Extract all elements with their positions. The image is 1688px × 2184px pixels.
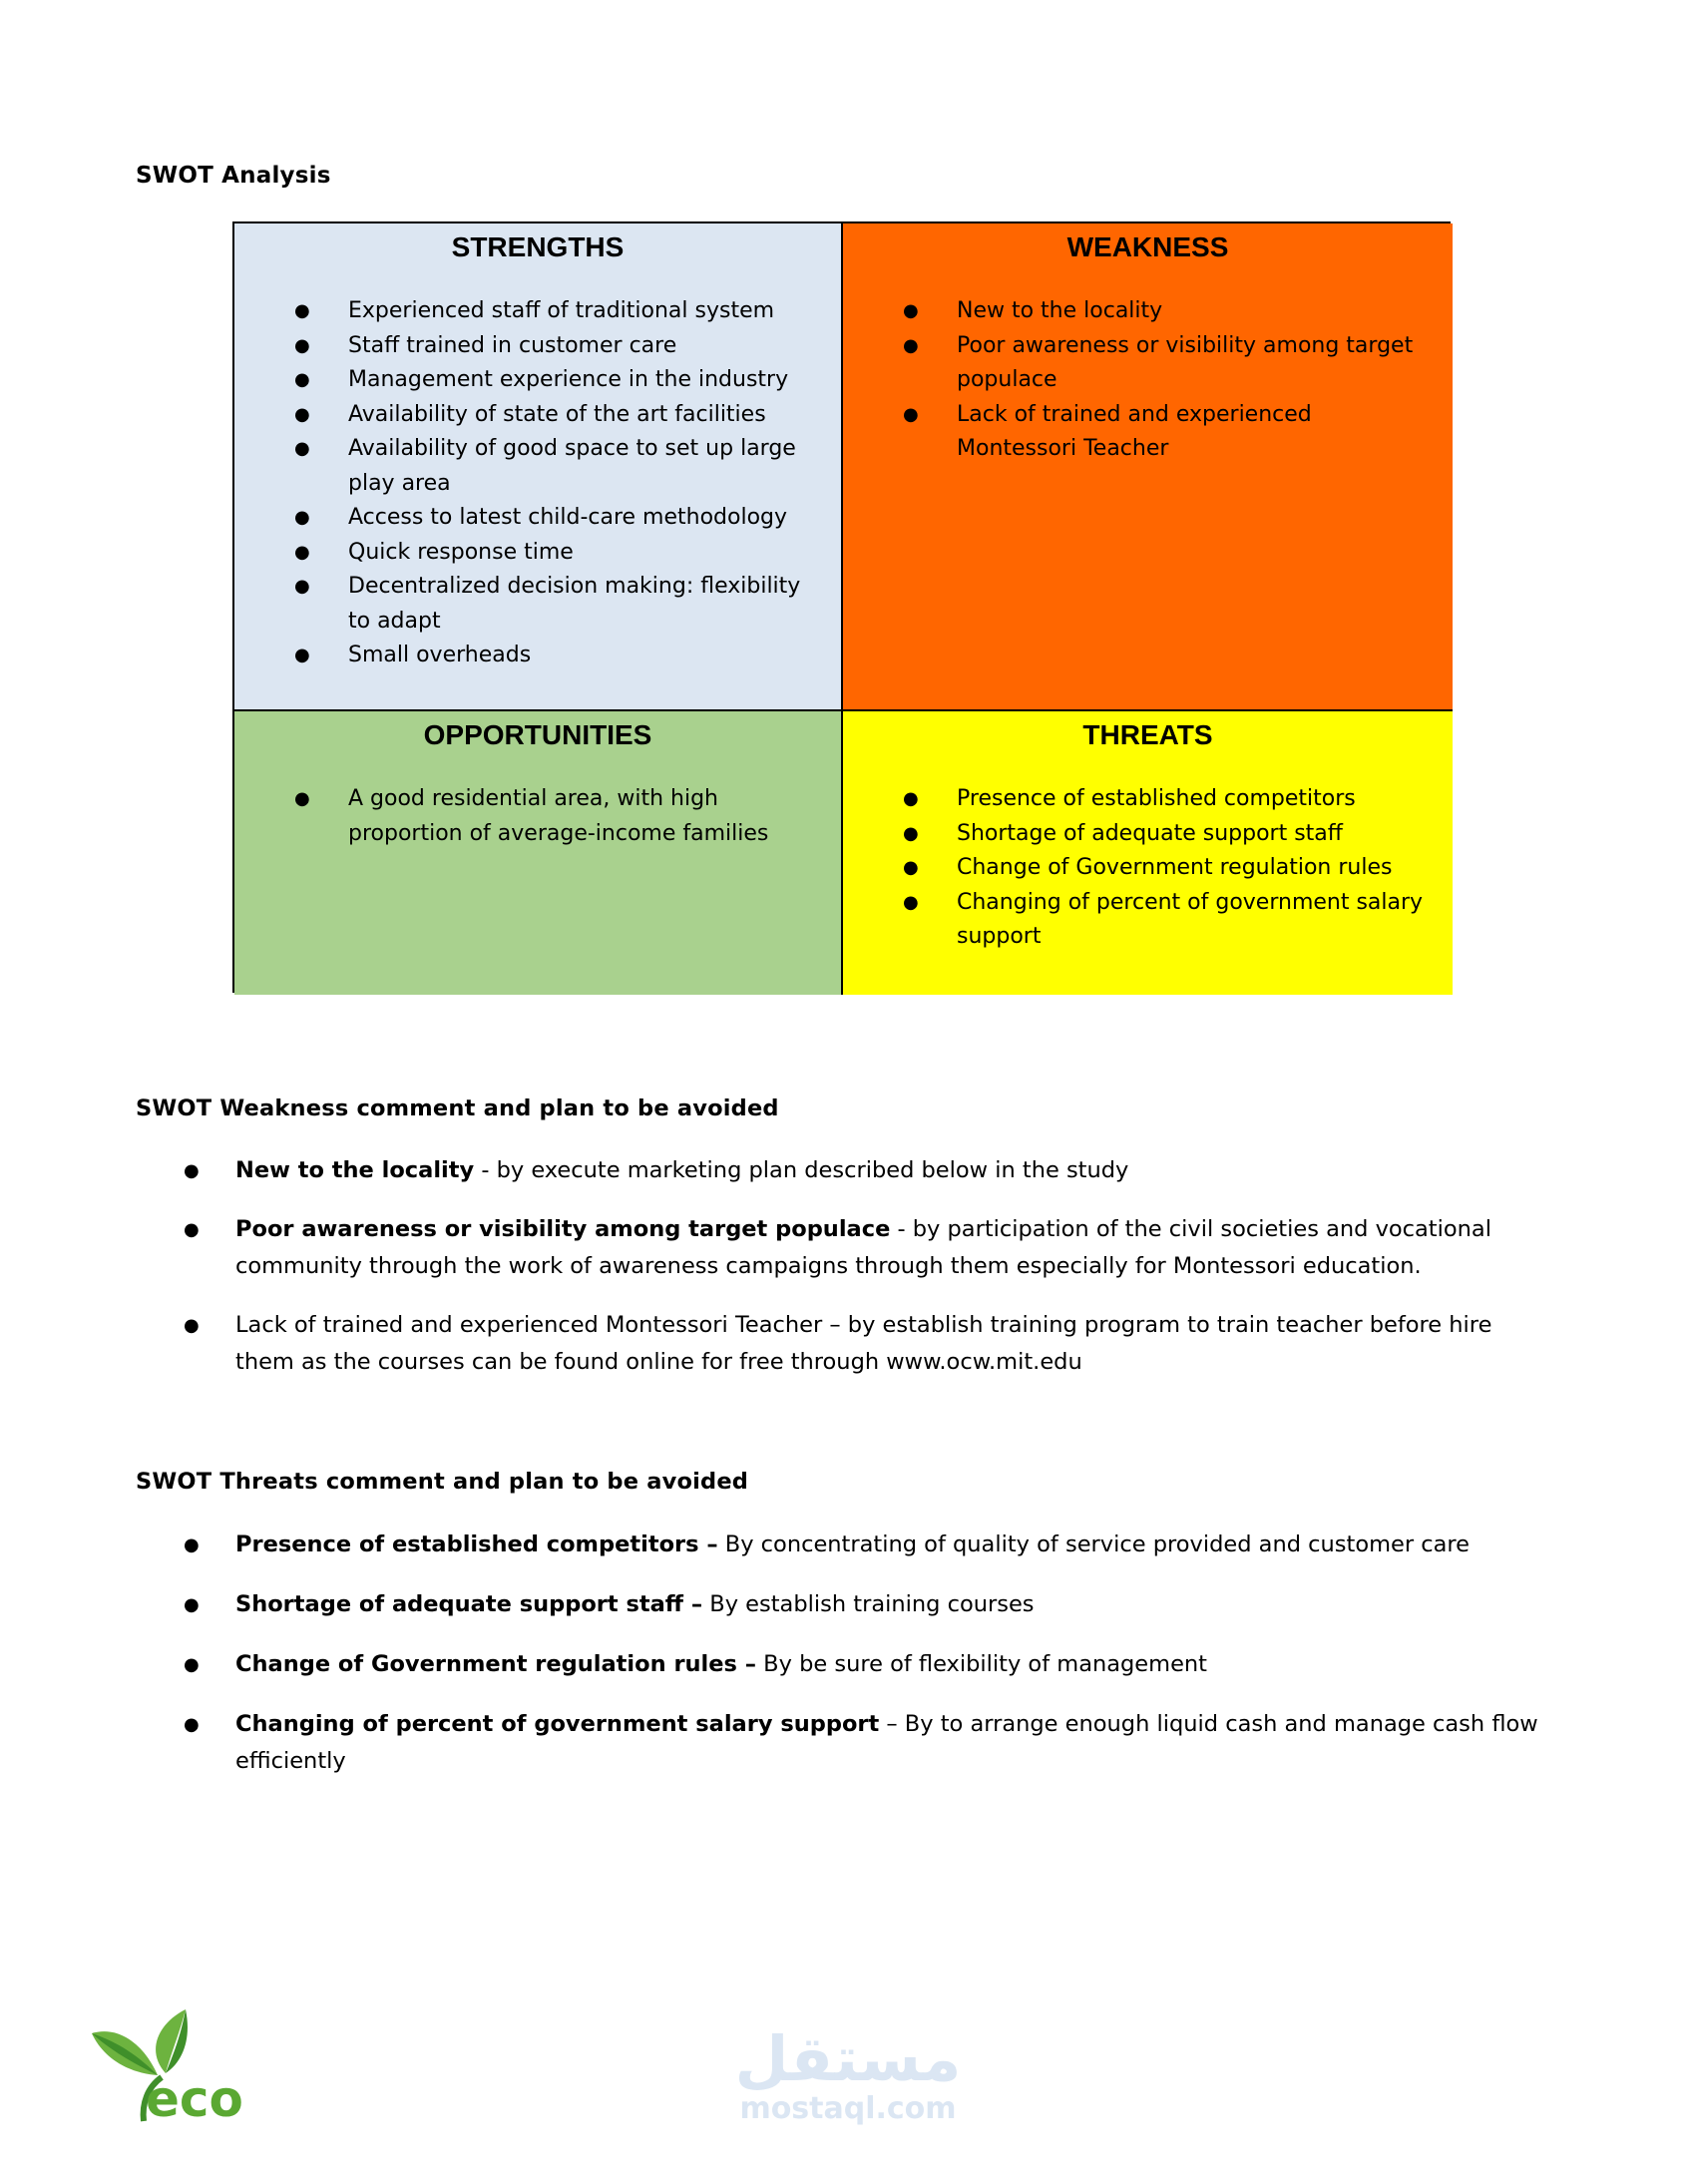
list-item-text: Presence of established competitors <box>957 786 1356 811</box>
list-item-text: Shortage of adequate support staff <box>957 820 1343 846</box>
list-item <box>234 570 841 639</box>
bullet-icon: ● <box>294 403 310 425</box>
list-item-text: Management experience in the industry <box>348 367 789 392</box>
list-item <box>843 329 1453 398</box>
plan-item-text: By be sure of flexibility of management <box>756 1651 1207 1677</box>
list-item-text: Poor awareness or visibility among target populace <box>957 332 1414 392</box>
bullet-icon: ● <box>903 403 919 425</box>
list-item-text: Quick response time <box>348 539 574 565</box>
plan-item-text: By concentrating of quality of service provided and customer care <box>717 1531 1471 1557</box>
plan-item-lead: Changing of percent of government salary support <box>235 1711 880 1737</box>
strengths-list <box>234 294 841 673</box>
bullet-icon: ● <box>294 300 310 321</box>
plan-item <box>0 1646 1552 1683</box>
list-item <box>234 536 841 571</box>
bullet-icon: ● <box>184 1315 200 1336</box>
list-item <box>234 329 841 364</box>
bullet-icon: ● <box>294 369 310 390</box>
list-item <box>234 432 841 501</box>
weakness-list <box>843 294 1453 467</box>
list-item-text: Small overheads <box>348 643 532 667</box>
list-item-text: New to the locality <box>957 298 1163 323</box>
plan-item <box>0 1152 1552 1189</box>
list-item-text: Lack of trained and experienced Montessori Teacher <box>957 401 1312 461</box>
list-item-text: Staff trained in customer care <box>348 332 677 358</box>
leaf-logo-icon <box>88 2003 257 2133</box>
list-item <box>234 398 841 433</box>
plan-item-text: - by execute marketing plan described below in the study <box>474 1157 1129 1183</box>
bullet-icon: ● <box>903 891 919 913</box>
bullet-icon: ● <box>294 576 310 597</box>
plan-item <box>0 1211 1552 1285</box>
list-item <box>843 817 1453 852</box>
plan-item-lead: Change of Government regulation rules – <box>235 1651 757 1677</box>
mostaql-watermark <box>728 2022 968 2126</box>
weakness-plan-heading: SWOT Weakness comment and plan to be avoided <box>136 1095 779 1121</box>
bullet-icon: ● <box>184 1654 200 1675</box>
list-item <box>843 398 1453 467</box>
plan-item <box>0 1706 1552 1780</box>
bullet-icon: ● <box>903 300 919 321</box>
watermark-arabic: مستقل <box>734 2022 962 2095</box>
bullet-icon: ● <box>903 334 919 356</box>
plan-item-lead: Presence of established competitors – <box>235 1531 718 1557</box>
bullet-icon: ● <box>294 788 310 809</box>
list-item-text: Availability of state of the art facilities <box>348 401 766 427</box>
plan-item-lead: Poor awareness or visibility among target populace <box>235 1216 891 1242</box>
strengths-title: STRENGTHS <box>451 231 625 262</box>
bullet-icon: ● <box>294 645 310 665</box>
plan-item-lead: Shortage of adequate support staff – <box>235 1591 703 1617</box>
eco-logo <box>88 2003 257 2133</box>
weakness-plan-list <box>0 1152 1552 1381</box>
bullet-icon: ● <box>184 1594 200 1615</box>
bullet-icon: ● <box>184 1219 200 1240</box>
logo-text: eco <box>146 2070 243 2128</box>
plan-item-lead: New to the locality <box>235 1157 475 1183</box>
list-item <box>234 363 841 398</box>
list-item-text: Change of Government regulation rules <box>957 855 1393 880</box>
bullet-icon: ● <box>184 1534 200 1555</box>
bullet-icon: ● <box>903 857 919 878</box>
bullet-icon: ● <box>294 334 310 356</box>
list-item <box>843 782 1453 817</box>
bullet-icon: ● <box>903 788 919 809</box>
plan-item-text: – By to arrange enough liquid cash and manage cash flow efficiently <box>235 1711 1538 1774</box>
list-item-text: A good residential area, with high proportion of average-income families <box>348 786 769 846</box>
threats-plan-list <box>0 1527 1552 1780</box>
bullet-icon: ● <box>294 541 310 563</box>
swot-table <box>232 221 1451 993</box>
bullet-icon: ● <box>903 822 919 844</box>
list-item <box>234 501 841 536</box>
bullet-icon: ● <box>184 1160 200 1181</box>
list-item-text: Decentralized decision making: flexibility to adapt <box>348 574 801 634</box>
list-item <box>843 294 1453 329</box>
list-item-text: Access to latest child-care methodology <box>348 505 788 530</box>
threats-plan-heading: SWOT Threats comment and plan to be avoided <box>136 1469 749 1495</box>
opportunities-cell <box>234 711 843 995</box>
plan-item <box>0 1527 1552 1563</box>
bullet-icon: ● <box>294 507 310 528</box>
list-item <box>843 851 1453 886</box>
opportunities-title: OPPORTUNITIES <box>423 719 652 750</box>
bullet-icon: ● <box>184 1714 200 1735</box>
list-item <box>234 294 841 329</box>
threats-list <box>843 782 1453 955</box>
strengths-cell <box>234 223 843 711</box>
plan-item <box>0 1586 1552 1623</box>
threats-title: THREATS <box>1082 719 1213 750</box>
plan-item-text: - by participation of the civil societies and vocational community through the work of awareness campaigns through them especially for Montessori education. <box>235 1216 1491 1279</box>
plan-item-text: By establish training courses <box>702 1591 1035 1617</box>
opportunities-list <box>234 782 841 851</box>
weakness-cell <box>843 223 1453 711</box>
list-item <box>234 782 841 851</box>
bullet-icon: ● <box>294 438 310 459</box>
list-item <box>843 886 1453 955</box>
list-item-text: Experienced staff of traditional system <box>348 298 775 323</box>
plan-item-text: Lack of trained and experienced Montessori Teacher – by establish training program to train teacher before hire them as the courses can be found online for free through www.ocw.mit.edu <box>235 1312 1492 1375</box>
plan-item <box>0 1307 1552 1381</box>
page-title: SWOT Analysis <box>136 163 331 189</box>
weakness-title: WEAKNESS <box>1066 231 1229 262</box>
threats-cell <box>843 711 1453 995</box>
watermark-latin: mostaql.com <box>739 2091 957 2126</box>
list-item <box>234 639 841 673</box>
list-item-text: Availability of good space to set up large play area <box>348 436 796 496</box>
list-item-text: Changing of percent of government salary support <box>957 889 1424 949</box>
